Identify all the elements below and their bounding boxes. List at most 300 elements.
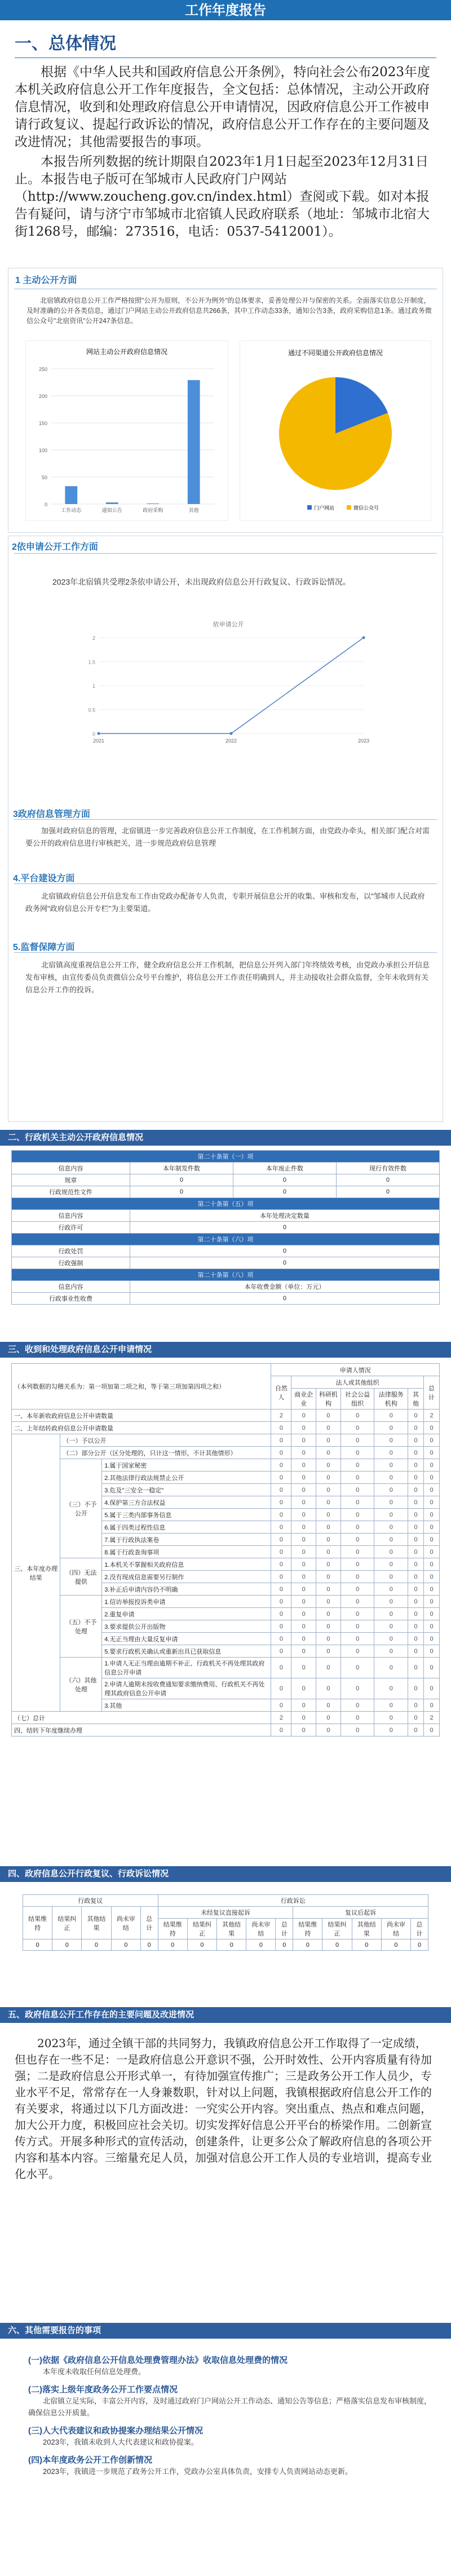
t4-cell: 0 (411, 1939, 428, 1951)
t3-cell: 0 (408, 1678, 424, 1699)
t3-cell: 0 (424, 1472, 440, 1484)
t2-cell: 0 (233, 1186, 336, 1198)
y-tick-label: 0 (92, 731, 95, 737)
section4-title: 四、政府信息公开行政复议、行政诉讼情况 (8, 1869, 169, 1879)
y-tick-label: 200 (38, 394, 47, 399)
x-tick-label: 2021 (92, 738, 105, 744)
t3-cell: 0 (341, 1678, 374, 1699)
t3-cell: 0 (374, 1712, 408, 1724)
x-tick-label: 其他 (188, 507, 199, 513)
t2-cell: 行政强制 (12, 1257, 130, 1269)
t3-col: 总计 (424, 1376, 440, 1409)
t3-cell: 0 (341, 1496, 374, 1509)
section2-title: 二、行政机关主动公开政府信息情况 (8, 1133, 144, 1142)
t3-cell: 0 (374, 1571, 408, 1583)
t3-cell: 0 (316, 1472, 341, 1484)
t3-cell: 0 (408, 1645, 424, 1658)
t3-cell: 0 (424, 1447, 440, 1459)
t3-cell: 0 (341, 1447, 374, 1459)
t3-cell: 0 (316, 1678, 341, 1699)
info-management-heading: 3政府信息管理方面 (13, 810, 90, 819)
other-item-text: 本年度未收取任何信息处理费。 (43, 2367, 146, 2376)
t3-cell: 0 (408, 1534, 424, 1546)
t3-cell: 0 (316, 1434, 341, 1447)
t3-cell: 0 (374, 1633, 408, 1645)
overview-section (0, 29, 451, 241)
t3-row-label: 5.要求行政机关确认或重新出具已获取信息 (102, 1645, 271, 1658)
t3-cell: 0 (271, 1484, 291, 1496)
application-text: 2023年北宿镇共受理2条依申请公开，未出现政府信息公开行政复议、行政诉讼情况。 (52, 577, 351, 586)
t3-cell: 0 (271, 1509, 291, 1521)
t3-cell: 0 (291, 1633, 316, 1645)
t3-row-label: （二）部分公开（区分处理的，只计这一情形，不计其他情形） (60, 1447, 271, 1459)
t2-cell: 0 (336, 1186, 439, 1198)
t2-col: 信息内容 (12, 1281, 130, 1293)
t3-cell: 0 (408, 1409, 424, 1422)
t3-cell: 0 (374, 1596, 408, 1608)
t3-row-label: 1.属于国家秘密 (102, 1459, 271, 1472)
t3-cell: 0 (341, 1484, 374, 1496)
t2-col: 本年制发件数 (130, 1163, 233, 1174)
table-row (12, 1596, 440, 1608)
t3-cell: 0 (291, 1521, 316, 1534)
t3-cell: 0 (374, 1546, 408, 1558)
t3-cell: 0 (291, 1409, 316, 1422)
t4-fy: 行政复议 (23, 1895, 158, 1907)
t4-col: 尚未审结 (381, 1919, 410, 1939)
t3-cell: 0 (424, 1633, 440, 1645)
t2-cell: 0 (130, 1222, 439, 1234)
t3-cell: 0 (341, 1571, 374, 1583)
y-tick-label: 1 (92, 683, 95, 689)
t2-cell: 0 (130, 1174, 233, 1186)
t3-cell: 0 (408, 1724, 424, 1737)
t3-row-label: 2.重复申请 (102, 1608, 271, 1620)
t4-col: 结果纠正 (187, 1919, 216, 1939)
t3-cell: 0 (408, 1472, 424, 1484)
t3-cell: 0 (408, 1496, 424, 1509)
t3-cell: 0 (341, 1583, 374, 1596)
t3-apply: 申请人情况 (271, 1364, 440, 1376)
t3-cell: 0 (408, 1558, 424, 1571)
t3-row-label: 二、上年结转政府信息公开申请数量 (12, 1422, 271, 1434)
t3-cell: 0 (316, 1459, 341, 1472)
t3-cell: 0 (408, 1459, 424, 1472)
t3-cell: 0 (316, 1724, 341, 1737)
t3-cell: 0 (291, 1496, 316, 1509)
t3-cell: 0 (271, 1447, 291, 1459)
t3-cell: 0 (374, 1484, 408, 1496)
t3-cell: 0 (291, 1422, 316, 1434)
t3-row-label: 7.属于行政执法案卷 (102, 1534, 271, 1546)
t3-cell: 0 (316, 1447, 341, 1459)
section5-header (0, 2007, 451, 2023)
t3-cell: 0 (316, 1496, 341, 1509)
t3-cell: 0 (424, 1509, 440, 1521)
t3-cell: 0 (341, 1596, 374, 1608)
t3-cell: 0 (291, 1678, 316, 1699)
t3-cell: 0 (408, 1521, 424, 1534)
t3-row-label: （七）总计 (12, 1712, 271, 1724)
t3-cell: 0 (316, 1620, 341, 1633)
other-item-heading: (四)本年度政务公开工作创新情况 (28, 2455, 152, 2465)
t3-cell: 0 (341, 1558, 374, 1571)
table-row (12, 1459, 440, 1472)
x-tick-label: 通知公告 (101, 507, 122, 513)
t3-cell: 0 (291, 1608, 316, 1620)
section2-header (0, 1130, 451, 1146)
t3-cell: 0 (271, 1459, 291, 1472)
t3-cell: 0 (341, 1724, 374, 1737)
t3-cell: 0 (374, 1422, 408, 1434)
t3-cell: 0 (424, 1583, 440, 1596)
review-litigation-table (23, 1894, 428, 1951)
t3-col: 自然人 (271, 1376, 291, 1409)
t2-cell: 0 (233, 1174, 336, 1186)
t4-ss: 行政诉讼 (158, 1895, 428, 1907)
t2-cell: 0 (130, 1257, 439, 1269)
t3-cell: 0 (408, 1509, 424, 1521)
t4-col: 总计 (140, 1907, 158, 1939)
t2-cell: 0 (130, 1186, 233, 1198)
t3-cell: 0 (408, 1608, 424, 1620)
t3-cell: 0 (408, 1434, 424, 1447)
t3-cell: 0 (374, 1472, 408, 1484)
overview-para: 根据《中华人民共和国政府信息公开条例》，特向社会公布2023年度本机关政府信息公开工作年度报告，全文包括：总体情况，主动公开政府信息情况，收到和处理政府信息公开申请情况，因政府信息公开工作被申请行政复议、提起行政诉讼的情况，政府信息公开工作存在的主要问题及改进情况；其他需要报告的事项。 (15, 65, 431, 149)
t4-cell: 0 (52, 1939, 82, 1951)
other-matters (28, 2348, 434, 2477)
t4-cell: 0 (187, 1939, 216, 1951)
active-disclosure-table (11, 1150, 440, 1305)
table-row (12, 1422, 440, 1434)
t3-col: 法律服务机构 (374, 1389, 408, 1409)
t3-cell: 0 (424, 1434, 440, 1447)
table-row (12, 1434, 440, 1447)
t3-cell: 0 (408, 1620, 424, 1633)
t3-cell: 0 (408, 1447, 424, 1459)
t3-cell: 0 (408, 1633, 424, 1645)
t4-cell: 0 (23, 1939, 52, 1951)
x-tick-label: 2023 (357, 738, 370, 744)
t3-cell: 0 (408, 1699, 424, 1712)
t3-row-label: 一、本年新收政府信息公开申请数量 (12, 1409, 271, 1422)
t3-cell: 0 (374, 1699, 408, 1712)
t3-cell: 0 (316, 1633, 341, 1645)
t2-cell: 0 (130, 1293, 439, 1305)
t2-cell: 行政许可 (12, 1222, 130, 1234)
t3-cell: 0 (374, 1534, 408, 1546)
t3-col: 商业企业 (291, 1389, 316, 1409)
t3-cell: 0 (374, 1496, 408, 1509)
t4-cell: 0 (322, 1939, 352, 1951)
x-tick-label: 政府采购 (143, 507, 163, 513)
t3-cell: 0 (424, 1699, 440, 1712)
section3-title: 三、收到和处理政府信息公开申请情况 (8, 1345, 152, 1354)
legend-label: 微信公众号 (353, 505, 379, 511)
t4-col: 结果维持 (23, 1907, 52, 1939)
t2-cell: 0 (336, 1174, 439, 1186)
t4-col: 结果纠正 (52, 1907, 82, 1939)
t3-cell: 0 (341, 1509, 374, 1521)
t3-cell: 0 (341, 1608, 374, 1620)
t3-cell: 0 (341, 1409, 374, 1422)
table-row (12, 1658, 440, 1678)
t3-row-label: （一）予以公开 (60, 1434, 271, 1447)
t4-cell: 0 (352, 1939, 381, 1951)
t4-cell: 0 (140, 1939, 158, 1951)
t3-cell: 0 (316, 1558, 341, 1571)
t3-cell: 0 (408, 1546, 424, 1558)
t3-cell: 0 (271, 1658, 291, 1678)
t2-cell: 行政处罚 (12, 1245, 130, 1257)
t3-cell: 0 (424, 1724, 440, 1737)
bar (65, 486, 77, 504)
other-item-text: 2023年，我镇未收到人大代表建议和政协提案。 (43, 2438, 198, 2446)
t3-cell: 0 (291, 1509, 316, 1521)
t3-cell: 0 (316, 1546, 341, 1558)
section6-title: 六、其他需要报告的事项 (8, 2326, 101, 2335)
t3-row-label: 4.无正当理由大量反复申请 (102, 1633, 271, 1645)
t3-row-label: 1.信访举报投诉类申请 (102, 1596, 271, 1608)
t3-cell: 0 (408, 1596, 424, 1608)
supervision-text: 北宿镇高度重视信息公开工作，健全政府信息公开工作机制，把信息公开列入部门年终绩效考核，由党政办承担公开信息发布审核，由宣传委员负责微信公众号平台维护，将信息公开工作责任明确到人，并主动接收社会群众监督，全年未收到有关信息公开工作的投诉。 (25, 961, 430, 994)
t2-col: 本年收费金额（单位：万元） (130, 1281, 439, 1293)
t4-cell: 0 (246, 1939, 276, 1951)
t3-cell: 0 (271, 1608, 291, 1620)
t3-cell: 0 (316, 1645, 341, 1658)
t3-cell: 0 (291, 1546, 316, 1558)
t2-row3: 第二十条第（六）项 (12, 1234, 440, 1245)
t2-row2: 第二十条第（五）项 (12, 1198, 440, 1210)
t3-cell: 0 (408, 1583, 424, 1596)
t3-cell: 0 (316, 1534, 341, 1546)
t2-col: 现行有效件数 (336, 1163, 439, 1174)
t3-cell: 0 (408, 1571, 424, 1583)
t3-cell: 0 (341, 1712, 374, 1724)
t2-col: 本年废止件数 (233, 1163, 336, 1174)
t4-col: 尚未审结 (246, 1919, 276, 1939)
t3-cell: 0 (271, 1620, 291, 1633)
t4-col: 其他结果 (352, 1919, 381, 1939)
info-management-text: 加强对政府信息的管理，北宿镇进一步完善政府信息公开工作制度，在工作机制方面，由党政办牵头，相关部门配合对需要公开的政府信息进行审核把关，进一步规范政府信息管理 (25, 827, 430, 847)
t3-cell: 0 (271, 1558, 291, 1571)
t3-row-label: 4.保护第三方合法权益 (102, 1496, 271, 1509)
t3-cell: 0 (271, 1434, 291, 1447)
t3-cell: 0 (271, 1583, 291, 1596)
table-row (12, 1712, 440, 1724)
t3-row-label: 6.属于四类过程性信息 (102, 1521, 271, 1534)
t3-cell: 0 (316, 1571, 341, 1583)
t3-cell: 0 (341, 1534, 374, 1546)
other-item-heading: (二)落实上级年度政务公开工作要点情况 (28, 2385, 178, 2394)
t3-cell: 0 (424, 1484, 440, 1496)
t3-cell: 0 (424, 1422, 440, 1434)
t2-cell: 行政规范性文件 (12, 1186, 130, 1198)
t3-cell: 0 (424, 1571, 440, 1583)
t3-row-label: 3.其他 (102, 1699, 271, 1712)
chart3-title: 依申请公开 (213, 621, 244, 628)
x-tick-label: 工作动态 (61, 507, 82, 513)
other-item-heading: (三)人大代表建议和政协提案办理结果公开情况 (28, 2426, 203, 2436)
t3-cell: 0 (291, 1699, 316, 1712)
t3-cell: 2 (271, 1409, 291, 1422)
t2-cell: 规章 (12, 1174, 130, 1186)
t4-cell: 0 (82, 1939, 111, 1951)
t3-cell: 0 (424, 1678, 440, 1699)
t3-cell: 0 (424, 1521, 440, 1534)
t3-cell: 0 (316, 1422, 341, 1434)
chart-website-disclosure (25, 341, 228, 521)
t3-row-label: 3.危及"三安全一稳定" (102, 1484, 271, 1496)
t3-cell: 0 (374, 1658, 408, 1678)
t3-col: 社会公益组织 (341, 1389, 374, 1409)
t3-cell: 0 (316, 1521, 341, 1534)
t4-wjfy: 未经复议直接起诉 (158, 1907, 293, 1919)
t3-cell: 0 (291, 1571, 316, 1583)
legend-label: 门户网站 (314, 505, 335, 511)
t4-col: 总计 (411, 1919, 428, 1939)
t3-row-label: 2.没有现成信息需要另行制作 (102, 1571, 271, 1583)
t2-col: 信息内容 (12, 1210, 130, 1222)
t3-cell: 2 (271, 1712, 291, 1724)
t3-cell: 0 (424, 1620, 440, 1633)
t3-cell: 0 (341, 1699, 374, 1712)
t3-col: 其他 (408, 1389, 424, 1409)
t3-cell: 0 (424, 1608, 440, 1620)
t3-cell: 0 (341, 1633, 374, 1645)
t3-cell: 0 (291, 1434, 316, 1447)
table-row (12, 1409, 440, 1422)
t3-cell: 0 (424, 1496, 440, 1509)
t3-cell: 0 (291, 1583, 316, 1596)
application-heading: 2依申请公开工作方面 (12, 542, 98, 552)
t3-cell: 0 (374, 1434, 408, 1447)
t3-cell: 0 (271, 1699, 291, 1712)
bar (188, 380, 200, 504)
t4-cell: 0 (381, 1939, 410, 1951)
t3-row-label: 3.要求提供公开出版物 (102, 1620, 271, 1633)
t4-col: 结果纠正 (322, 1919, 352, 1939)
t3-cell: 0 (271, 1596, 291, 1608)
active-disclosure-heading: 1 主动公开方面 (15, 276, 77, 285)
t3-subcategory: （六）其他处理 (60, 1658, 102, 1712)
y-tick-label: 100 (38, 448, 47, 453)
t3-category: 三、本年度办理结果 (12, 1434, 60, 1712)
other-item-heading: (一)依据《政府信息公开信息处理费管理办法》收取信息处理费的情况 (28, 2356, 288, 2365)
t3-cell: 0 (374, 1608, 408, 1620)
t3-cell: 0 (271, 1724, 291, 1737)
t3-cell: 0 (424, 1645, 440, 1658)
t3-row-label: 5.属于三类内部事务信息 (102, 1509, 271, 1521)
t3-cell: 0 (316, 1509, 341, 1521)
t4-cell: 0 (217, 1939, 246, 1951)
section-title: 一、总体情况 (15, 34, 116, 54)
t3-cell: 0 (424, 1459, 440, 1472)
t3-row-label: 四、结转下年度继续办理 (12, 1724, 271, 1737)
t2-col: 本年处理决定数量 (130, 1210, 439, 1222)
t3-cell: 0 (374, 1521, 408, 1534)
table-row (12, 1724, 440, 1737)
active-disclosure-text: 北宿镇政府信息公开工作严格按照"公开为原则，不公开为例外"的总体要求，妥善处理公开与保密的关系。全面落实信息公开制度，及时准确的公开各类信息，通过门户网站主动公开政府信息共266条，其中工作动态33条，通知公告3条，政府采购信息1条。通过政务微信公众号"北宿资讯"公开247条信息。 (26, 297, 432, 325)
t4-col: 其他结果 (217, 1919, 246, 1939)
t3-cell: 0 (291, 1645, 316, 1658)
t3-cell: 0 (408, 1658, 424, 1678)
t3-row-label: 3.补正后申请内容仍不明确 (102, 1583, 271, 1596)
t3-cell: 0 (291, 1472, 316, 1484)
t3-row-label: 1.申请人无正当理由逾期不补正、行政机关不再处理其政府信息公开申请 (102, 1658, 271, 1678)
legend-swatch (347, 505, 351, 510)
t3-cell: 0 (408, 1422, 424, 1434)
t3-cell: 0 (341, 1645, 374, 1658)
t3-cell: 0 (341, 1521, 374, 1534)
t4-cell: 0 (293, 1939, 322, 1951)
t3-cell: 0 (291, 1534, 316, 1546)
t3-cell: 0 (374, 1447, 408, 1459)
t3-cell: 0 (271, 1472, 291, 1484)
t3-cell: 0 (374, 1509, 408, 1521)
t3-cell: 0 (291, 1459, 316, 1472)
t3-cell: 0 (291, 1558, 316, 1571)
table2-wrap (11, 1150, 440, 1305)
t3-cell: 0 (316, 1596, 341, 1608)
table3-wrap (11, 1363, 440, 1737)
t3-row-label: 1.本机关不掌握相关政府信息 (102, 1558, 271, 1571)
t3-cell: 0 (316, 1712, 341, 1724)
t3-cell: 0 (291, 1724, 316, 1737)
t3-cell: 0 (424, 1558, 440, 1571)
t3-cell: 0 (341, 1422, 374, 1434)
section4-header (0, 1866, 451, 1882)
t3-corner: （本列数据的勾稽关系为：第一项加第二项之和，等于第三项加第四项之和） (12, 1364, 271, 1409)
table4-wrap (23, 1894, 428, 1951)
t3-subcategory: （四）无法提供 (60, 1558, 102, 1596)
problems-text: 2023年，通过全镇干部的共同努力，我镇政府信息公开工作取得了一定成绩，但也存在一些不足：一是政府信息公开意识不强，公开时效性、公开内容质量有待加强；二是政府信息公开形式单一，有待加强宣传推广；三是政务公开工作人员少，专业水平不足，常常存在一人身兼数职，针对以上问题，我镇根据政府信息公开工作的有关要求，将通过以下几方面改进：一究实公开内容。突出重点、热点和难点问题，加大公开力度，积极回应社会关切。切实发挥好信息公开平台的桥梁作用。二创新宣传方式。开展多种形式的宣传活动，创建条件，让更多公众了解政府信息的各项公开内容和基本内容。三缩量充足人员，加强对信息公开工作人员的专业培训，提高专业化水平。 (15, 2036, 432, 2181)
t3-cell: 0 (408, 1484, 424, 1496)
t4-cell: 0 (158, 1939, 187, 1951)
t3-cell: 0 (374, 1459, 408, 1472)
t4-col: 结果维持 (293, 1919, 322, 1939)
work-panel (8, 268, 443, 533)
other-item-text: 北宿镇立足实际，丰富公开内容，及时通过政府门户网站公开工作动态、通知公告等信息；严格落实信息发布审核制度，确保信息公开质量。 (28, 2397, 432, 2417)
t3-cell: 0 (341, 1658, 374, 1678)
t4-col: 其他结果 (82, 1907, 111, 1939)
t3-cell: 0 (271, 1546, 291, 1558)
t3-cell: 0 (271, 1521, 291, 1534)
bar (147, 503, 159, 504)
t3-cell: 0 (374, 1558, 408, 1571)
t2-cell: 0 (130, 1245, 439, 1257)
t3-cell: 0 (316, 1699, 341, 1712)
t3-cell: 0 (341, 1434, 374, 1447)
t2-row1: 第二十条第（一）项 (12, 1151, 440, 1163)
t3-row-label: 8.属于行政查询事项 (102, 1546, 271, 1558)
t3-cell: 0 (424, 1596, 440, 1608)
t3-cell: 2 (424, 1712, 440, 1724)
supervision-heading: 5.监督保障方面 (13, 943, 75, 952)
banner-title: 工作年度报告 (185, 2, 266, 18)
t3-cell: 0 (291, 1596, 316, 1608)
t3-cell: 0 (271, 1534, 291, 1546)
t4-col: 结果维持 (158, 1919, 187, 1939)
platform-heading: 4.平台建设方面 (13, 874, 75, 883)
other-item-text: 2023年，我镇进一步规范了政务公开工作，党政办公室具体负责，安排专人负责网站动态更新。 (43, 2467, 352, 2476)
t4-col: 总计 (276, 1919, 293, 1939)
work-panel-2 (8, 536, 443, 1122)
t4-fyh: 复议后起诉 (293, 1907, 428, 1919)
t3-cell: 0 (271, 1678, 291, 1699)
t3-cell: 0 (341, 1620, 374, 1633)
t3-cell: 0 (341, 1459, 374, 1472)
